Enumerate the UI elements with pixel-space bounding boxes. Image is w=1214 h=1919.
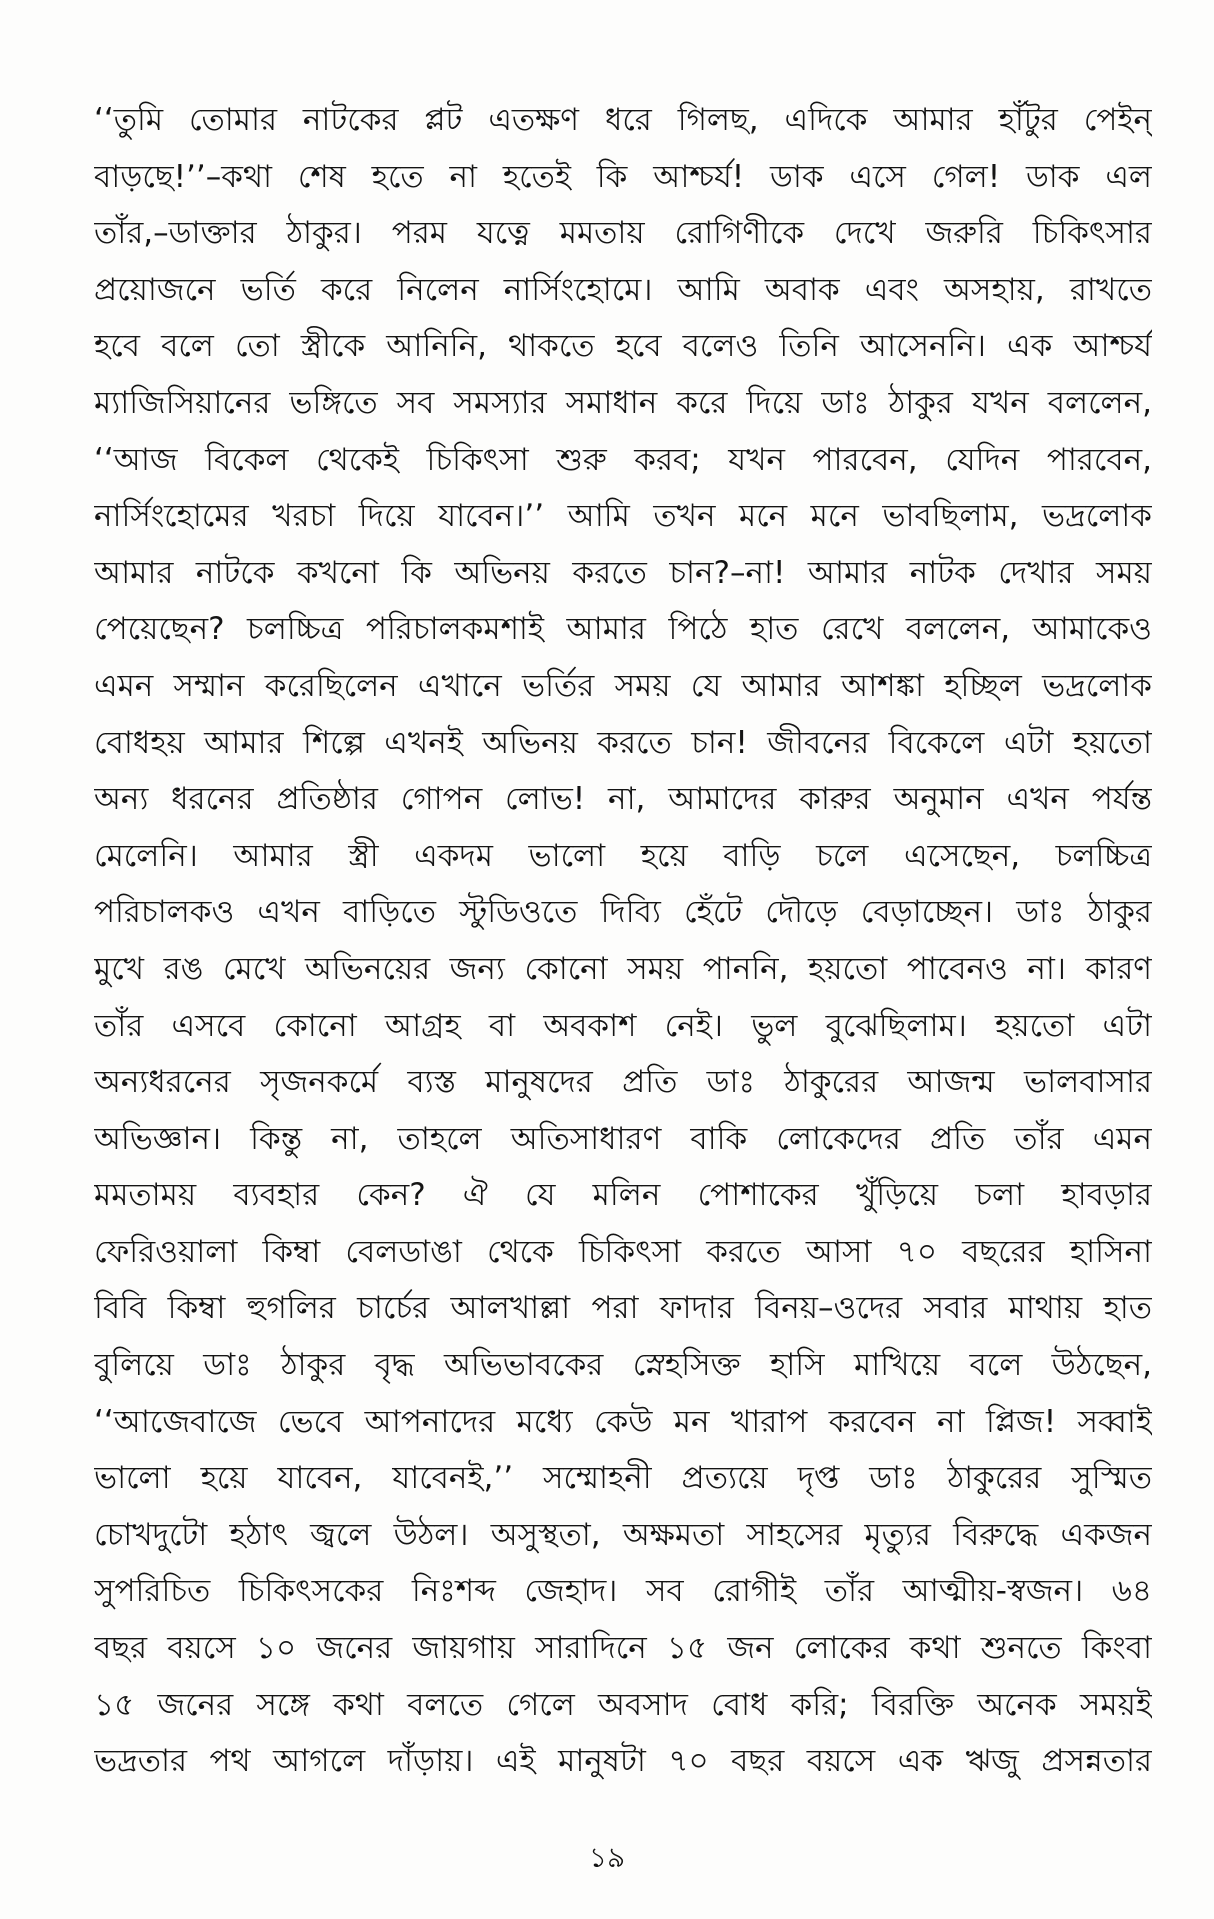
text-line-17: তাঁর এসবে কোনো আগ্রহ বা অবকাশ নেই। ভুল বুঝেছিলাম। হয়তো এটা [94, 1007, 1152, 1044]
text-line-25: ভালো হয়ে যাবেন, যাবেনই,’’ সম্মোহনী প্রত্যয়ে দৃপ্ত ডাঃ ঠাকুরের সুস্মিত [94, 1460, 1152, 1497]
text-line-8: নার্সিংহোমের খরচা দিয়ে যাবেন।’’ আমি তখন মনে মনে ভাবছিলাম, ভদ্রলোক [94, 498, 1152, 535]
text-line-30: ভদ্রতার পথ আগলে দাঁড়ায়। এই মানুষটা ৭০ বছর বয়সে এক ঋজু প্রসন্নতার [94, 1743, 1152, 1780]
text-line-28: বছর বয়সে ১০ জনের জায়গায় সারাদিনে ১৫ জন লোকের কথা শুনতে কিংবা [94, 1630, 1152, 1667]
text-line-26: চোখদুটো হঠাৎ জ্বলে উঠল। অসুস্থতা, অক্ষমতা সাহসের মৃত্যুর বিরুদ্ধে একজন [94, 1516, 1152, 1553]
page-number: ১৯ [588, 1841, 626, 1874]
text-line-1: ‘‘তুমি তোমার নাটকের প্লট এতক্ষণ ধরে গিলছ, এদিকে আমার হাঁটুর পেইন্ [94, 102, 1152, 138]
text-line-20: মমতাময় ব্যবহার কেন? ঐ যে মলিন পোশাকের খুঁড়িয়ে চলা হাবড়ার [94, 1177, 1152, 1214]
text-line-21: ফেরিওয়ালা কিম্বা বেলডাঙা থেকে চিকিৎসা করতে আসা ৭০ বছরের হাসিনা [94, 1233, 1152, 1270]
text-line-19: অভিজ্ঞান। কিন্তু না, তাহলে অতিসাধারণ বাকি লোকেদের প্রতি তাঁর এমন [94, 1120, 1152, 1157]
text-line-27: সুপরিচিত চিকিৎসকের নিঃশব্দ জেহাদ। সব রোগীই তাঁর আত্মীয়-স্বজন। ৬৪ [94, 1573, 1152, 1610]
text-line-2: বাড়ছে!’’–কথা শেষ হতে না হতেই কি আশ্চর্য! ডাক এসে গেল! ডাক এল [94, 158, 1152, 195]
text-line-7: ‘‘আজ বিকেল থেকেই চিকিৎসা শুরু করব; যখন পারবেন, যেদিন পারবেন, [94, 441, 1152, 478]
text-line-18: অন্যধরনের সৃজনকর্মে ব্যস্ত মানুষদের প্রতি ডাঃ ঠাকুরের আজন্ম ভালবাসার [94, 1064, 1152, 1101]
text-line-16: মুখে রঙ মেখে অভিনয়ের জন্য কোনো সময় পাননি, হয়তো পাবেনও না। কারণ [94, 950, 1152, 987]
text-line-24: ‘‘আজেবাজে ভেবে আপনাদের মধ্যে কেউ মন খারাপ করবেন না প্লিজ! সব্বাই [94, 1403, 1152, 1440]
text-line-15: পরিচালকও এখন বাড়িতে স্টুডিওতে দিব্যি হেঁটে দৌড়ে বেড়াচ্ছেন। ডাঃ ঠাকুর [94, 894, 1152, 931]
text-line-13: অন্য ধরনের প্রতিষ্ঠার গোপন লোভ! না, আমাদের কারুর অনুমান এখন পর্যন্ত [94, 781, 1152, 818]
text-line-3: তাঁর,–ডাক্তার ঠাকুর। পরম যত্নে মমতায় রোগিণীকে দেখে জরুরি চিকিৎসার [94, 215, 1152, 252]
text-line-14: মেলেনি। আমার স্ত্রী একদম ভালো হয়ে বাড়ি চলে এসেছেন, চলচ্চিত্র [94, 837, 1152, 874]
text-line-12: বোধহয় আমার শিল্পে এখনই অভিনয় করতে চান! জীবনের বিকেলে এটা হয়তো [94, 724, 1152, 761]
text-line-4: প্রয়োজনে ভর্তি করে নিলেন নার্সিংহোমে। আমি অবাক এবং অসহায়, রাখতে [94, 271, 1152, 308]
body-text [94, 92, 1152, 1790]
text-line-22: বিবি কিম্বা হুগলির চার্চের আলখাল্লা পরা ফাদার বিনয়–ওদের সবার মাথায় হাত [94, 1290, 1152, 1327]
text-line-11: এমন সম্মান করেছিলেন এখানে ভর্তির সময় যে আমার আশঙ্কা হচ্ছিল ভদ্রলোক [94, 667, 1152, 704]
text-line-10: পেয়েছেন? চলচ্চিত্র পরিচালকমশাই আমার পিঠে হাত রেখে বললেন, আমাকেও [94, 611, 1152, 648]
text-line-6: ম্যাজিসিয়ানের ভঙ্গিতে সব সমস্যার সমাধান করে দিয়ে ডাঃ ঠাকুর যখন বললেন, [94, 384, 1152, 421]
text-line-9: আমার নাটকে কখনো কি অভিনয় করতে চান?–না! আমার নাটক দেখার সময় [94, 554, 1152, 591]
text-line-23: বুলিয়ে ডাঃ ঠাকুর বৃদ্ধ অভিভাবকের স্নেহসিক্ত হাসি মাখিয়ে বলে উঠছেন, [94, 1347, 1152, 1384]
text-line-29: ১৫ জনের সঙ্গে কথা বলতে গেলে অবসাদ বোধ করি; বিরক্তি অনেক সময়ই [94, 1686, 1152, 1723]
text-line-5: হবে বলে তো স্ত্রীকে আনিনি, থাকতে হবে বলেও তিনি আসেননি। এক আশ্চর্য [94, 328, 1152, 365]
